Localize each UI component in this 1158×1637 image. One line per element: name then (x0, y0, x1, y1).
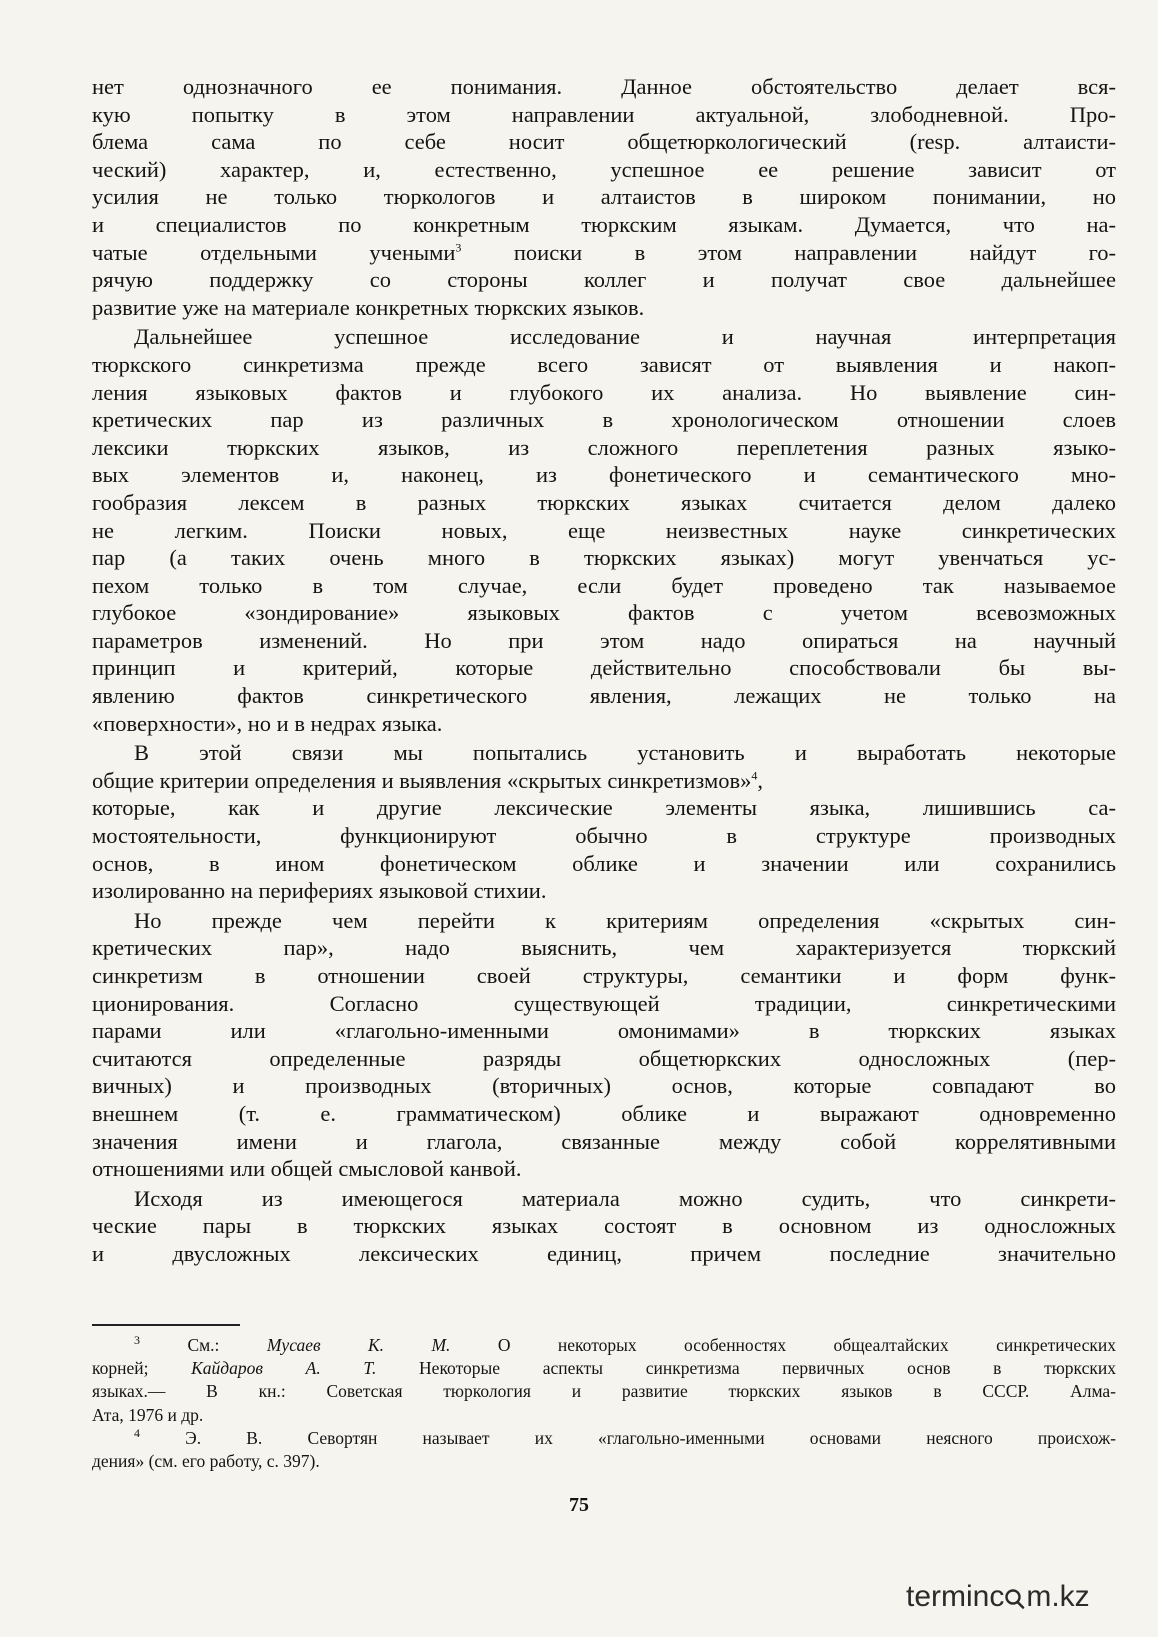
paragraph-1 (92, 73, 1116, 321)
text-line: которые, как и другие лексические элементы языка, лишившись са- (92, 795, 1116, 821)
footnote-divider (92, 1324, 240, 1326)
text-line: кую попытку в этом направлении актуальной, злободневной. Про- (92, 101, 1116, 127)
text-line: лексики тюркских языков, из сложного переплетения разных языко- (92, 434, 1116, 460)
footnote-4-line (92, 1427, 1116, 1450)
text-line: рячую поддержку со стороны коллег и получат свое дальнейшее (92, 267, 1116, 293)
text-line: отношениями или общей смысловой канвой. (92, 1156, 522, 1182)
paragraph-5 (92, 1185, 1116, 1268)
footnote-text: Э. В. Севортян называет их «глагольно-именными основами неясного происхож- (185, 1427, 1116, 1448)
text-line: и двусложных лексических единиц, причем последние значительно (92, 1240, 1116, 1266)
footnote-ref-3[interactable]: 3 (455, 240, 462, 255)
text-line: ления языковых фактов и глубокого их анализа. Но выявление син- (92, 379, 1116, 405)
text-line: пар (а таких очень много в тюркских языках) могут увенчаться ус- (92, 545, 1116, 571)
text-line: вичных) и производных (вторичных) основ, которые совпадают во (92, 1073, 1116, 1099)
text-line: нет однозначного ее понимания. Данное обстоятельство делает вся- (92, 74, 1116, 99)
footnote-3-marker: 3 (134, 1334, 140, 1348)
text-line: парами или «глагольно-именными омонимами» в тюркских языках (92, 1018, 1116, 1044)
watermark-text: terminc (906, 1580, 1005, 1613)
text-line: Дальнейшее успешное исследование и научная интерпретация (134, 324, 1116, 350)
text-line: гообразия лексем в разных тюркских языках считается делом далеко (92, 489, 1116, 515)
footnotes (92, 1334, 1116, 1473)
text-line: блема сама по себе носит общетюркологический (resp. алтаисти- (92, 129, 1116, 155)
text-line: считаются определенные разряды общетюркских односложных (пер- (92, 1045, 1116, 1071)
text-line: внешнем (т. е. грамматическом) облике и выражают одновременно (92, 1100, 1116, 1126)
footnote-text: Некоторые аспекты синкретизма первичных основ в тюркских (376, 1358, 1116, 1379)
text-line: глубокое «зондирование» языковых фактов с учетом всевозможных (92, 600, 1116, 626)
text-line: не легким. Поиски новых, еще неизвестных науке синкретических (92, 517, 1116, 543)
text-line: кретических пар из различных в хронологическом отношении слоев (92, 407, 1116, 433)
text-line: явлению фактов синкретического явления, лежащих не только на (92, 683, 1116, 709)
footnote-3-line (92, 1357, 1116, 1380)
text-line: кретических пар», надо выяснить, чем характеризуется тюркский (92, 935, 1116, 961)
text-fragment: общие критерии определения и выявления «скрытых синкретизмов» (92, 767, 752, 793)
text-line: синкретизм в отношении своей структуры, семантики и форм функ- (92, 963, 1116, 988)
paragraph-4 (92, 907, 1116, 1183)
text-line: изолированно на перифериях языковой стихии. (92, 878, 547, 904)
paragraph-2 (92, 323, 1116, 737)
text-line: ческий) характер, и, естественно, успешное ее решение зависит от (92, 156, 1116, 182)
text-fragment: , (757, 767, 763, 793)
text-line: принцип и критерий, которые действительно способствовали бы вы- (92, 655, 1116, 681)
footnote-text: О некоторых особенностях общеалтайских синкретических (450, 1335, 1116, 1355)
paragraph-3 (92, 739, 1116, 905)
text-line: ческие пары в тюркских языках состоят в основном из односложных (92, 1213, 1116, 1239)
watermark-text: m.kz (1026, 1580, 1090, 1613)
text-line: значения имени и глагола, связанные между собой коррелятивными (92, 1128, 1116, 1154)
magnifier-icon (1004, 1587, 1026, 1609)
footnote-4-marker: 4 (134, 1426, 140, 1440)
text-line (92, 767, 1116, 795)
footnote-text: корней; (92, 1358, 192, 1379)
text-line: тюркского синкретизма прежде всего зависят от выявления и накоп- (92, 351, 1116, 377)
text-line: Исходя из имеющегося материала можно судить, что синкрети- (134, 1185, 1116, 1211)
text-line: вых элементов и, наконец, из фонетического и семантического мно- (92, 462, 1116, 488)
watermark-logo (906, 1580, 1090, 1614)
footnote-3-line (92, 1334, 1116, 1357)
footnote-text: См.: (187, 1335, 267, 1355)
text-line: усилия не только тюркологов и алтаистов в широком понимании, но (92, 184, 1116, 210)
text-line: и специалистов по конкретным тюркским языкам. Думается, что на- (92, 211, 1116, 237)
footnote-ref-4[interactable]: 4 (751, 768, 758, 783)
footnote-author: Кайдаров А. Т. (191, 1358, 377, 1379)
text-line: Но прежде чем перейти к критериям определения «скрытых син- (134, 907, 1116, 933)
footnote-4-line: дения» (см. его работу, с. 397). (92, 1450, 320, 1471)
footnote-author: Мусаев К. М. (266, 1335, 451, 1355)
text-line: развитие уже на материале конкретных тюркских языков. (92, 294, 645, 320)
text-line: В этой связи мы попытались установить и выработать некоторые (134, 740, 1116, 766)
text-line: ционирования. Согласно существующей традиции, синкретическими (92, 990, 1116, 1016)
footnote-3-line: Ата, 1976 и др. (92, 1404, 204, 1425)
text-line: параметров изменений. Но при этом надо опираться на научный (92, 627, 1116, 653)
page-body (92, 73, 1116, 1270)
footnote-3-line: языках.— В кн.: Советская тюркология и развитие тюркских языков в СССР. Алма- (92, 1381, 1116, 1402)
text-line (92, 239, 1116, 267)
text-line: мостоятельности, функционируют обычно в структуре производных (92, 823, 1116, 849)
page-number: 75 (569, 1494, 589, 1516)
text-line: основ, в ином фонетическом облике и значении или сохранились (92, 850, 1116, 876)
text-line: пехом только в том случае, если будет проведено так называемое (92, 572, 1116, 598)
text-line: «поверхности», но и в недрах языка. (92, 710, 443, 736)
text-fragment: чатые отдельными учеными (92, 239, 456, 265)
text-fragment: поиски в этом направлении найдут го- (513, 239, 1116, 265)
